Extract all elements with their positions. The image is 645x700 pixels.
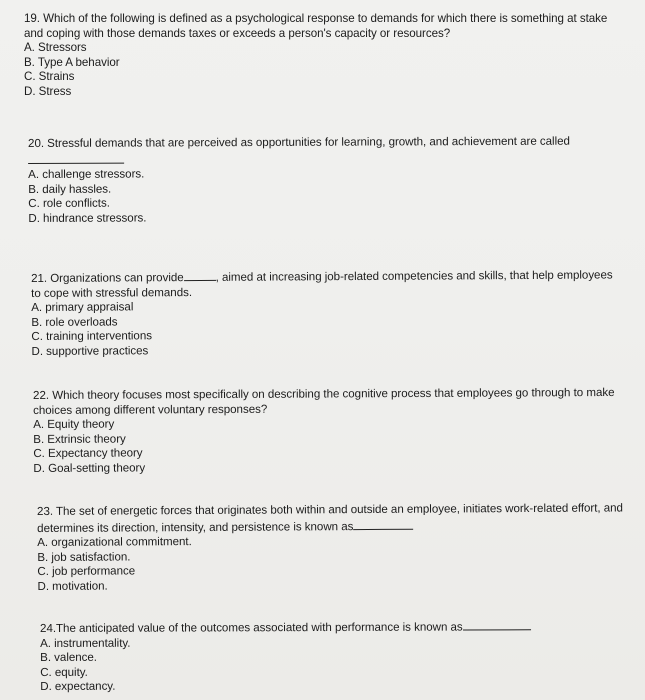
question-24-blank xyxy=(463,618,531,630)
question-23-text xyxy=(37,501,627,536)
question-23-stem: 23. The set of energetic forces that originates both within and outside an employee, initiates work-related effort, and determines its direction, intensity, and persistence is known as xyxy=(37,501,623,535)
question-20-option-a: A. challenge stressors. xyxy=(28,167,145,182)
question-23 xyxy=(37,501,628,594)
question-21-blank xyxy=(184,269,216,281)
question-24-option-b: B. valence. xyxy=(40,650,97,665)
question-23-option-a: A. organizational commitment. xyxy=(37,535,192,550)
question-20-option-d: D. hindrance stressors. xyxy=(28,211,147,225)
question-24-options xyxy=(40,635,620,695)
question-19-option-c: C. Strains xyxy=(24,70,75,84)
question-20-options xyxy=(28,166,628,227)
question-21-option-c: C. training interventions xyxy=(31,329,153,344)
question-20-text xyxy=(28,134,628,168)
question-23-option-b: B. job satisfaction. xyxy=(37,550,131,564)
question-23-blank xyxy=(353,517,413,529)
question-22-option-b: B. Extrinsic theory xyxy=(33,432,126,446)
question-21 xyxy=(31,266,622,359)
question-24-stem: 24.The anticipated value of the outcomes associated with performance is known as xyxy=(40,620,463,635)
question-22-text: 22. Which theory focuses most specifically on describing the cognitive process that employees go through to make choices among different voluntary responses? xyxy=(33,385,615,417)
question-19-option-a: A. Stressors xyxy=(24,41,87,55)
question-21-text xyxy=(31,266,621,301)
question-24-option-d: D. expectancy. xyxy=(40,680,116,694)
question-21-option-a: A. primary appraisal xyxy=(31,300,134,315)
question-20-blank xyxy=(28,151,124,163)
question-24-option-c: C. equity. xyxy=(40,665,88,679)
question-19-option-b: B. Type A behavior xyxy=(24,55,120,69)
question-21-option-b: B. role overloads xyxy=(31,315,118,329)
question-24-text xyxy=(40,618,620,637)
question-19-option-d: D. Stress xyxy=(24,84,72,98)
question-24-option-a: A. instrumentality. xyxy=(40,636,131,650)
question-21-options xyxy=(31,298,621,360)
question-20 xyxy=(28,134,628,226)
question-22 xyxy=(33,386,623,477)
question-19-options xyxy=(24,41,624,99)
question-22-option-c: C. Expectancy theory xyxy=(33,446,143,461)
question-23-option-c: C. job performance xyxy=(37,564,136,579)
question-22-option-a: A. Equity theory xyxy=(33,417,115,432)
question-20-option-b: B. daily hassles. xyxy=(28,182,112,196)
question-22-option-d: D. Goal-setting theory xyxy=(33,461,146,475)
question-19 xyxy=(24,12,624,100)
question-23-options xyxy=(37,533,627,595)
question-21-option-d: D. supportive practices xyxy=(31,344,149,358)
question-20-stem: 20. Stressful demands that are perceived as opportunities for learning, growth, and achievement are called xyxy=(28,134,570,150)
question-22-options xyxy=(33,415,623,476)
question-19-text: 19. Which of the following is defined as a psychological response to demands for which there is something at stake and coping with those demands taxes or exceeds a person's capacity or resources? xyxy=(24,12,608,40)
question-21-stem-before: 21. Organizations can provide xyxy=(31,271,184,285)
question-20-option-c: C. role conflicts. xyxy=(28,197,110,211)
question-21-stem-after: , aimed at increasing job-related competencies and skills, that help employees to cope with stressful demands. xyxy=(31,268,613,300)
question-23-option-d: D. motivation. xyxy=(37,579,108,593)
question-24 xyxy=(40,618,620,695)
